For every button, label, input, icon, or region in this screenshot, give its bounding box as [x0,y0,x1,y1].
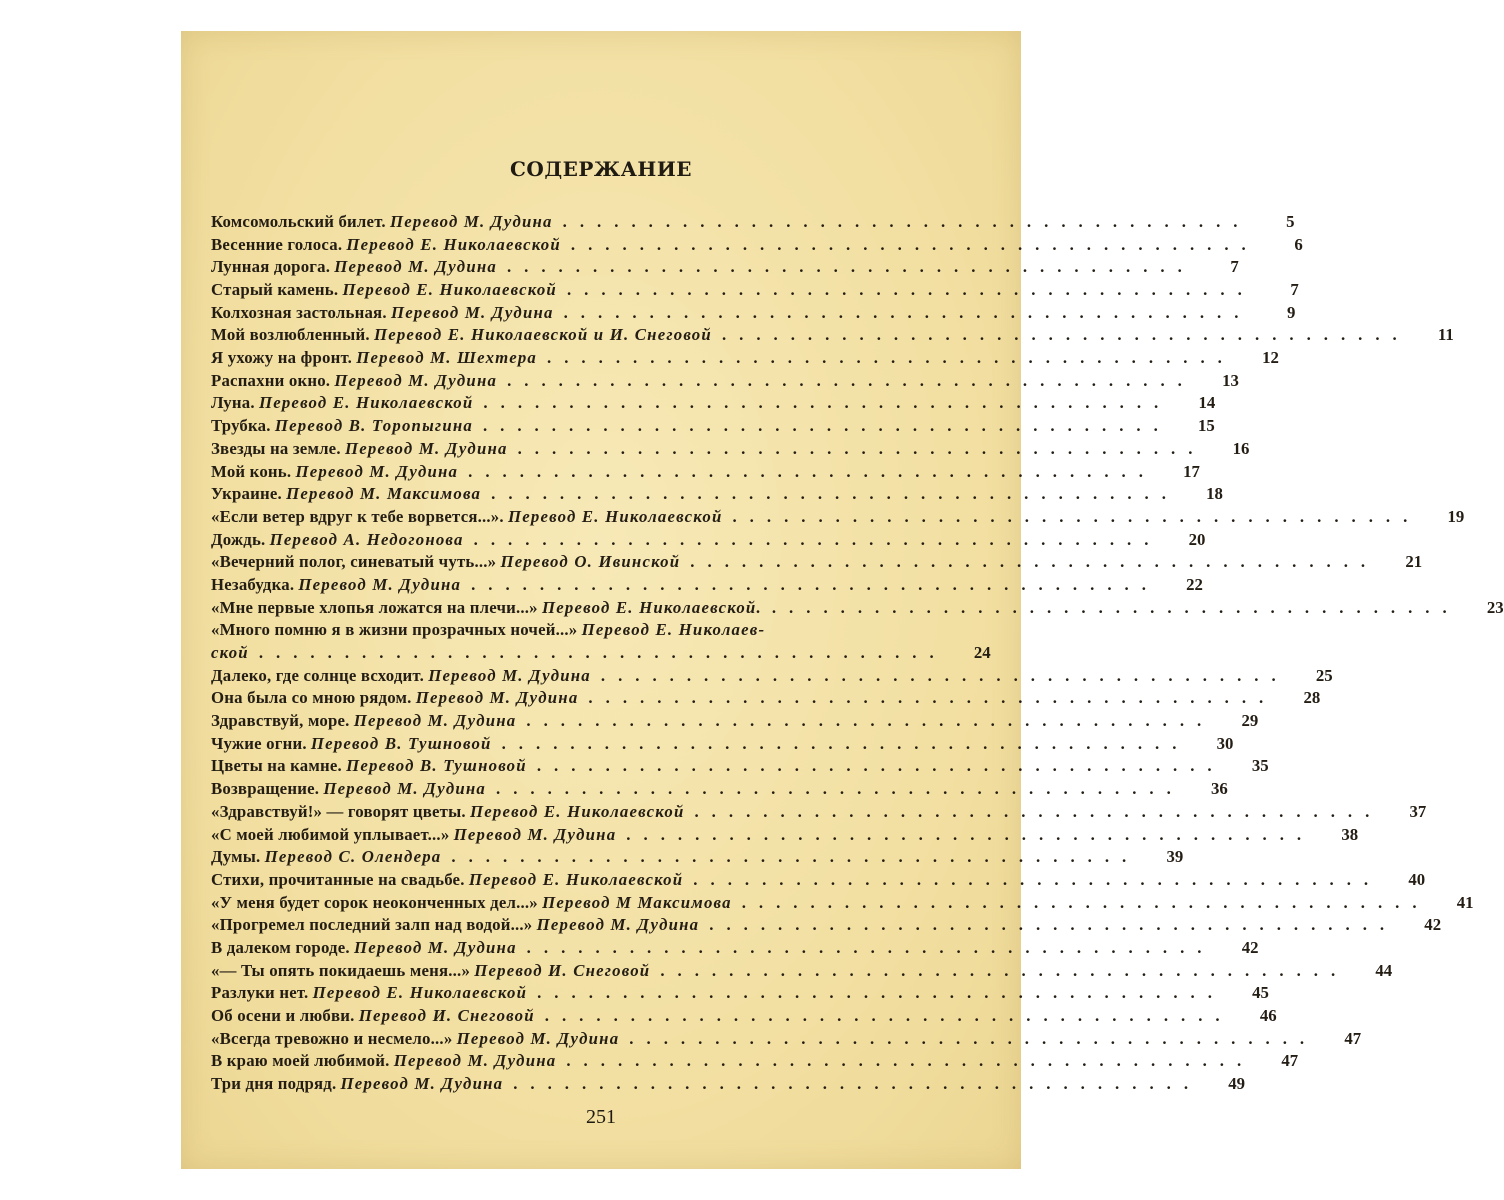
poem-title: «С моей любимой уплывает...» [211,824,450,844]
toc-entry [211,982,1269,1005]
translator-credit: Перевод М. Дудина [344,438,508,458]
translator-credit: Перевод М. Дудина [295,461,459,481]
toc-entry [211,1028,1362,1051]
poem-title: «Если ветер вдруг к тебе ворвется...». [211,506,504,526]
toc-page-number: 20 [1188,529,1206,549]
translator-credit: Перевод В. Тушновой [310,733,492,753]
toc-entry [211,869,1426,892]
poem-title: Она была со мною рядом. [211,688,412,708]
toc-entry-text [211,461,458,484]
translator-credit: Перевод М. Дудина [298,574,462,594]
leader-dots: ........................................ [483,393,1172,413]
toc-entry-text [211,574,461,597]
translator-credit: Перевод М. Дудина [536,915,700,935]
toc-entry-text [211,619,765,642]
toc-page-number: 42 [1424,915,1442,935]
translator-credit: ской [211,643,249,663]
poem-title: Мой возлюбленный. [211,325,370,345]
translator-credit: Перевод Е. Николаевской [342,280,557,300]
toc-page-number: 37 [1409,801,1427,821]
leader-dots: ........................................ [258,643,947,663]
translator-credit: Перевод Е. Николаевской [312,983,528,1003]
leader-dots: ........................................ [491,484,1179,504]
toc-page-number: 46 [1259,1006,1277,1026]
translator-credit: Перевод М Максимова [542,892,732,912]
toc-page-number: 30 [1216,733,1234,753]
toc-page-number: 41 [1456,892,1474,912]
poem-title: Цветы на камне. [211,756,342,776]
translator-credit: Перевод Е. Николаевской. [541,597,762,617]
translator-credit: Перевод Е. Николаевской и И. Снеговой [373,325,712,345]
toc-entry [211,370,1239,393]
contents-heading: СОДЕРЖАНИЕ [510,157,692,181]
toc-page-number: 17 [1183,461,1200,481]
poem-title: Луна. [211,393,255,413]
toc-entry-text [211,529,464,552]
translator-credit: Перевод М. Дудина [340,1074,504,1094]
leader-dots: ........................................ [482,416,1171,436]
toc-page-number: 45 [1252,983,1269,1003]
poem-title: Украине. [211,484,282,504]
translator-credit: Перевод И. Снеговой [358,1006,535,1026]
toc-entry [211,461,1200,484]
toc-page-number: 18 [1206,484,1223,504]
translator-credit: Перевод М. Дудина [334,257,497,277]
poem-title: Незабудка. [211,574,295,594]
toc-entry [211,937,1259,960]
leader-dots: ........................................ [570,234,1259,254]
poem-title: Звезды на земле. [211,438,341,458]
toc-entry-text [211,415,473,438]
toc-entry [211,619,955,642]
leader-dots: ........................................ [526,937,1215,957]
poem-title: «Вечерний полог, синеватый чуть...» [211,552,497,572]
translator-credit: Перевод М. Дудина [456,1028,620,1048]
translator-credit: Перевод В. Тушновой [346,756,527,776]
translator-credit: Перевод Е. Николаевской [470,801,685,821]
poem-title: «У меня будет сорок неоконченных дел...» [211,892,538,912]
toc-entry [211,483,1223,506]
toc-entry [211,438,1250,461]
poem-title: Три дня подряд. [211,1074,337,1094]
toc-page-number: 25 [1315,665,1333,685]
leader-dots: ........................................ [693,869,1382,889]
poem-title: Я ухожу на фронт. [211,348,353,368]
poem-title: Старый камень. [211,280,339,300]
translator-credit: Перевод М. Максимова [286,484,482,504]
translator-credit: Перевод М. Дудина [389,211,553,231]
leader-dots: ........................................ [544,1006,1233,1026]
translator-credit: Перевод Е. Николаевской [508,506,723,526]
toc-entry [211,324,1454,347]
poem-title: Комсомольский билет. [211,211,386,231]
translator-credit: Перевод Е. Николаев- [581,620,766,640]
toc-entry [211,801,1427,824]
toc-entry-text [211,370,497,393]
toc-page-number: 38 [1341,824,1359,844]
toc-entry [211,234,1303,257]
toc-page-number: 24 [973,643,991,663]
translator-credit: Перевод М. Дудина [334,370,498,390]
leader-dots: ........................................ [496,779,1184,799]
leader-dots: ........................................ [526,711,1215,731]
toc-page-number: 16 [1232,438,1250,458]
toc-entry-text [211,347,537,370]
poem-title: Далеко, где солнце всходит. [211,665,424,685]
toc-page-number: 49 [1228,1074,1246,1094]
toc-entry [211,914,1442,937]
toc-entry-text [211,1005,535,1028]
leader-dots: ........................................ [721,325,1410,345]
leader-dots: ........................................ [507,370,1195,390]
leader-dots: ........................................ [566,1051,1255,1071]
toc-entry-text [211,211,553,234]
leader-dots: ........................................ [566,280,1255,300]
toc-page-number: 5 [1286,211,1295,231]
toc-entry-text [211,755,527,778]
poem-title: «Здравствуй!» — говорят цветы. [211,801,466,821]
poem-title: «Всегда тревожно и несмело...» [211,1028,453,1048]
toc-entry [211,733,1234,756]
toc-entry [211,778,1228,801]
leader-dots: ........................................ [660,960,1349,980]
toc-entry-text [211,710,516,733]
poem-title: В далеком городе. [211,937,350,957]
leader-dots: ........................................ [471,574,1159,594]
translator-credit: Перевод Е. Николаевской [346,234,561,254]
translator-credit: Перевод М. Дудина [428,665,591,685]
leader-dots: ........................................ [732,506,1421,526]
toc-entry-text [211,1073,503,1096]
leader-dots: ........................................ [588,688,1277,708]
toc-entry-text [211,846,441,869]
toc-page-number: 47 [1281,1051,1299,1071]
toc-page-number: 35 [1251,756,1269,776]
leader-dots: ........................................ [451,847,1140,867]
toc-page-number: 15 [1198,416,1215,436]
toc-entry [211,710,1259,733]
leader-dots: ........................................ [690,552,1379,572]
translator-credit: Перевод М. Дудина [354,937,517,957]
toc-page-number: 11 [1437,325,1454,345]
poem-title: «Много помню я в жизни прозрачных ночей...» [211,620,578,640]
toc-page-number: 36 [1211,779,1228,799]
toc-entry [211,960,1393,983]
poem-title: Колхозная застольная. [211,302,387,322]
poem-title: В краю моей любимой. [211,1051,390,1071]
poem-title: Дождь. [211,529,266,549]
poem-title: Распахни окно. [211,370,331,390]
toc-page-number: 42 [1241,937,1259,957]
toc-entry-text [211,801,684,824]
translator-credit: Перевод М. Дудина [415,688,579,708]
toc-entry-text [211,324,712,347]
toc-entry-text [211,824,616,847]
toc-entry [211,211,1295,234]
toc-page-number: 13 [1222,370,1239,390]
toc-entry-text [211,551,680,574]
toc-page-number: 9 [1287,302,1296,322]
leader-dots: ........................................ [709,915,1398,935]
poem-title: Здравствуй, море. [211,711,350,731]
toc-page-number: 40 [1408,869,1426,889]
translator-credit: Перевод М. Дудина [353,711,517,731]
poem-title: Стихи, прочитанные на свадьбе. [211,869,465,889]
poem-title: Лунная дорога. [211,257,331,277]
toc-entry [211,393,1216,416]
toc-entry-text [211,642,249,665]
toc-page-number: 29 [1241,711,1259,731]
toc-entry [211,415,1215,438]
toc-entry-text [211,960,650,983]
toc-entry [211,1005,1277,1028]
toc-entry-text [211,937,517,960]
toc-page-number: 6 [1294,234,1303,254]
toc-entry-text [211,1050,556,1073]
poem-title: Весенние голоса. [211,234,343,254]
poem-title: Мой конь. [211,461,292,481]
translator-credit: Перевод М. Дудина [393,1051,557,1071]
toc-entry [211,347,1279,370]
toc-entry-text [211,302,554,325]
translator-credit: Перевод С. Олендера [264,847,442,867]
translator-credit: Перевод М. Дудина [390,302,554,322]
toc-page-number: 19 [1447,506,1465,526]
poem-title: Чужие огни. [211,733,307,753]
toc-entry-text [211,665,591,688]
book-page [181,31,1504,1169]
leader-dots: ........................................ [537,983,1225,1003]
toc-entry-text [211,733,492,756]
leader-dots: ........................................ [694,801,1383,821]
toc-entry-text [211,1028,619,1051]
toc-entry-text [211,778,486,801]
toc-entry-text [211,279,557,302]
toc-entry-text [211,234,561,257]
toc-entry [211,756,1269,779]
toc-entry-text [211,687,578,710]
translator-credit: Перевод В. Торопыгина [274,416,473,436]
translator-credit: Перевод М. Дудина [453,824,617,844]
toc-entry-text [211,982,527,1005]
toc-page-number: 39 [1166,847,1184,867]
poem-title: «— Ты опять покидаешь меня...» [211,960,471,980]
page-number: 251 [586,1106,616,1128]
leader-dots: ........................................ [629,1028,1318,1048]
leader-dots: ........................................ [501,733,1190,753]
toc-entry-text [211,892,732,915]
leader-dots: ........................................ [626,824,1315,844]
translator-credit: Перевод И. Снеговой [474,960,651,980]
leader-dots: ........................................ [741,892,1430,912]
toc-entry [211,1073,1246,1096]
table-of-contents [211,211,1504,1096]
toc-entry-text [211,438,508,461]
leader-dots: ........................................ [468,461,1156,481]
poem-title: Об осени и любви. [211,1006,355,1026]
toc-entry [211,574,1203,597]
translator-credit: Перевод Е. Николаевской [258,393,474,413]
poem-title: Возвращение. [211,779,320,799]
toc-entry [211,642,991,665]
translator-credit: Перевод О. Ивинской [500,552,681,572]
toc-page-number: 21 [1405,552,1423,572]
leader-dots: ........................................ [536,756,1225,776]
leader-dots: ........................................ [547,348,1235,368]
leader-dots: ........................................ [562,211,1251,231]
leader-dots: ........................................ [513,1074,1202,1094]
toc-entry [211,506,1465,529]
translator-credit: Перевод М. Шехтера [356,348,538,368]
toc-entry-text [211,597,762,620]
toc-entry [211,846,1184,869]
toc-page-number: 7 [1230,257,1239,277]
toc-entry-text [211,914,699,937]
poem-title: «Мне первые хлопья ложатся на плечи...» [211,597,538,617]
toc-entry [211,256,1239,279]
toc-entry [211,529,1206,552]
toc-entry [211,597,1504,620]
toc-page-number: 14 [1198,393,1216,413]
leader-dots: ........................................ [563,302,1252,322]
toc-entry-text [211,483,481,506]
toc-entry-text [211,506,722,529]
translator-credit: Перевод А. Недогонова [269,529,464,549]
toc-page-number: 47 [1344,1028,1362,1048]
poem-title: Думы. [211,847,261,867]
toc-entry [211,551,1423,574]
leader-dots: ........................................ [473,529,1162,549]
toc-entry-text [211,392,473,415]
leader-dots: ........................................ [517,438,1206,458]
toc-page-number: 44 [1375,960,1393,980]
toc-entry [211,824,1359,847]
toc-entry-text [211,256,497,279]
toc-entry-text [211,869,683,892]
toc-page-number: 23 [1486,597,1504,617]
translator-credit: Перевод М. Дудина [323,779,486,799]
toc-entry [211,687,1321,710]
toc-page-number: 12 [1262,348,1279,368]
toc-entry [211,892,1474,915]
leader-dots: ........................................ [771,597,1460,617]
poem-title: «Прогремел последний залп над водой...» [211,915,533,935]
toc-page-number: 22 [1186,574,1203,594]
toc-page-number: 7 [1290,280,1299,300]
leader-dots: ........................................ [600,665,1289,685]
toc-entry [211,279,1299,302]
toc-entry [211,302,1296,325]
poem-title: Разлуки нет. [211,983,309,1003]
toc-entry [211,665,1333,688]
toc-entry [211,1050,1299,1073]
toc-page-number: 28 [1303,688,1321,708]
leader-dots: ........................................ [506,257,1195,277]
poem-title: Трубка. [211,416,271,436]
translator-credit: Перевод Е. Николаевской [468,869,684,889]
